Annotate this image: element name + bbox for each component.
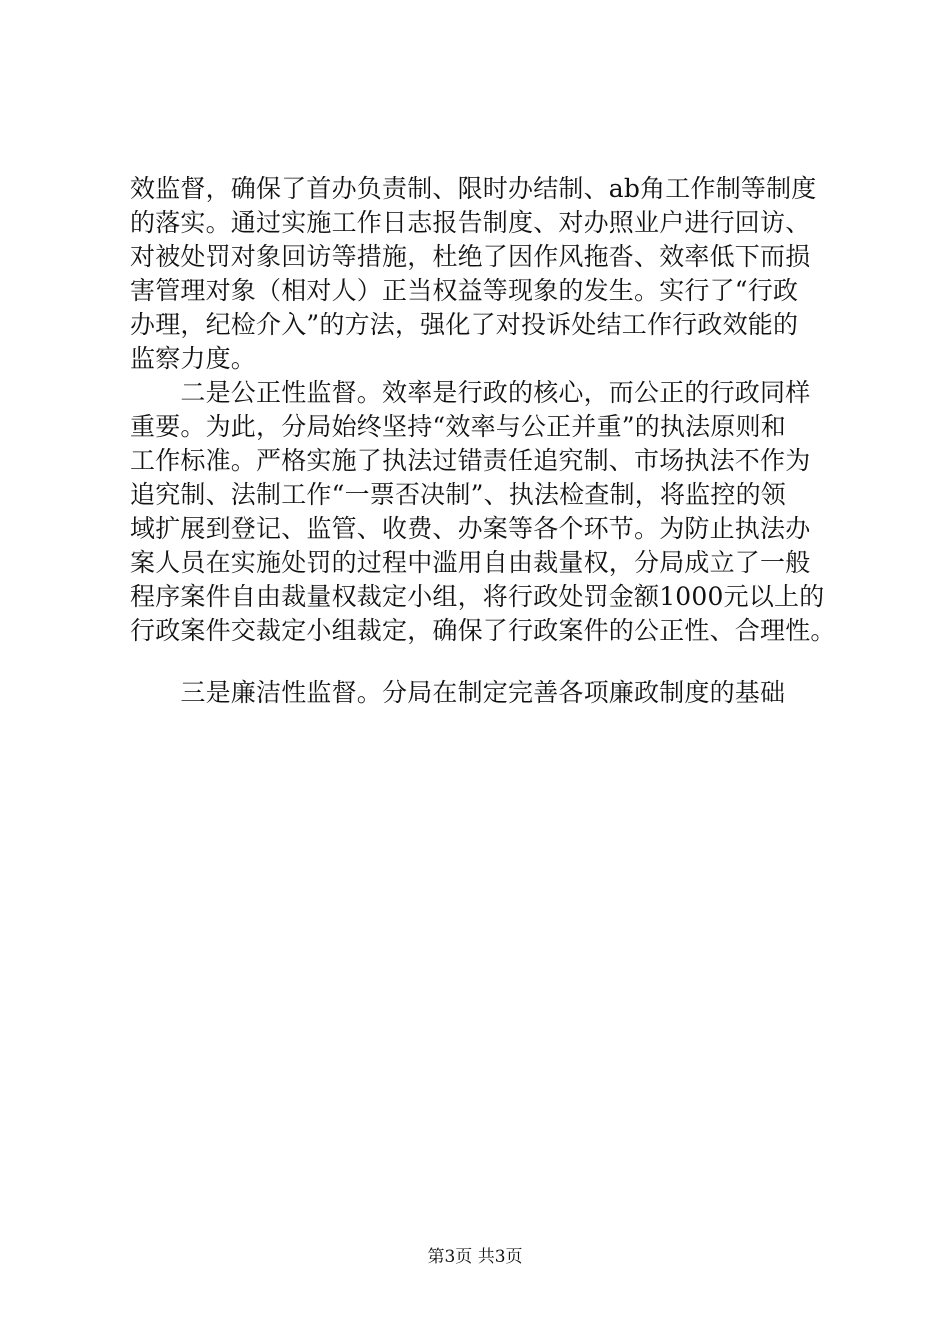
paragraph-2 xyxy=(130,376,850,648)
text-line: 二是公正性监督。效率是行政的核心，而公正的行政同样 xyxy=(130,378,811,407)
text-line: 办理，纪检介入”的方法，强化了对投诉处结工作行政效能的 xyxy=(130,310,799,339)
paragraph-1 xyxy=(130,172,850,376)
text-line: 的落实。通过实施工作日志报告制度、对办照业户进行回访、 xyxy=(130,208,811,237)
text-line: 域扩展到登记、监管、收费、办案等各个环节。为防止执法办 xyxy=(130,514,811,543)
text-line: 追究制、法制工作“一票否决制”、执法检查制，将监控的领 xyxy=(130,480,786,509)
page-footer: 第3页 共3页 xyxy=(427,1247,523,1267)
text-line: 监察力度。 xyxy=(130,344,257,373)
text-line: 重要。为此，分局始终坚持“效率与公正并重”的执法原则和 xyxy=(130,412,786,441)
text-line: 效监督，确保了首办负责制、限时办结制、ab角工作制等制度 xyxy=(130,174,817,203)
text-line: 工作标准。严格实施了执法过错责任追究制、市场执法不作为 xyxy=(130,446,811,475)
text-line: 害管理对象（相对人）正当权益等现象的发生。实行了“行政 xyxy=(130,276,799,305)
text-line: 三是廉洁性监督。分局在制定完善各项廉政制度的基础 xyxy=(130,678,786,707)
text-line: 程序案件自由裁量权裁定小组，将行政处罚金额1000元以上的 xyxy=(130,582,825,611)
text-line: 案人员在实施处罚的过程中滥用自由裁量权，分局成立了一般 xyxy=(130,548,811,577)
document-body xyxy=(130,172,850,710)
paragraph-spacer xyxy=(130,648,850,676)
text-line: 对被处罚对象回访等措施，杜绝了因作风拖沓、效率低下而损 xyxy=(130,242,811,271)
text-line: 行政案件交裁定小组裁定，确保了行政案件的公正性、合理性。 xyxy=(130,616,836,645)
paragraph-3 xyxy=(130,676,850,710)
